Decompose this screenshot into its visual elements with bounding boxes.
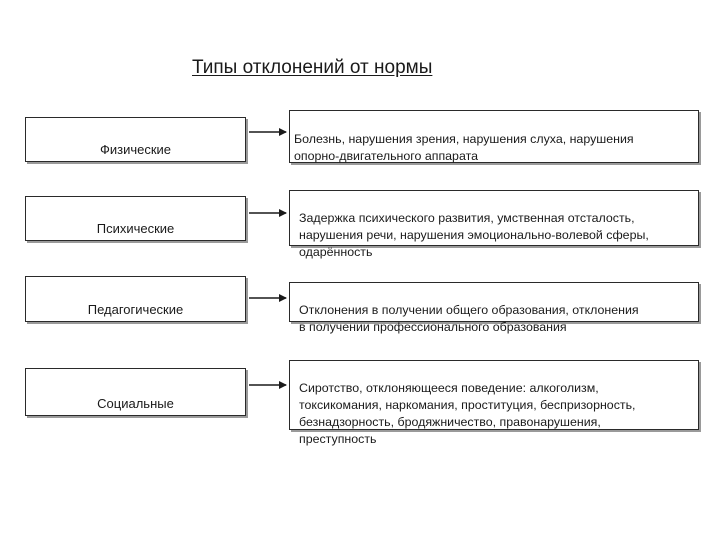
category-box-mental — [25, 196, 246, 241]
category-label: Социальные — [97, 396, 174, 411]
category-box-physical — [25, 117, 246, 162]
category-box-social — [25, 368, 246, 416]
description-text: Болезнь, нарушения зрения, нарушения слуха, нарушения опорно-двигательного аппарата — [294, 132, 634, 163]
category-box-pedagogical — [25, 276, 246, 322]
description-box-pedagogical — [289, 282, 699, 334]
description-box-social — [289, 360, 699, 446]
category-label: Физические — [99, 142, 172, 157]
description-text: Сиротство, отклоняющееся поведение: алкоголизм, токсикомания, наркомания, проституция, беспризорность, безнадзорность, бродяжничество, правонарушения, преступность — [299, 381, 636, 446]
description-text: Задержка психического развития, умственная отсталость, нарушения речи, нарушения эмоционально-волевой сферы, одарённость — [299, 211, 649, 259]
diagram-title: Типы отклонений от нормы — [192, 57, 433, 78]
category-label: Педагогические — [87, 302, 184, 317]
description-box-physical — [289, 110, 699, 163]
description-text: Отклонения в получении общего образования, отклонения в получении профессионального образования — [299, 303, 639, 334]
description-box-mental — [289, 190, 699, 259]
category-label: Психические — [96, 221, 175, 236]
